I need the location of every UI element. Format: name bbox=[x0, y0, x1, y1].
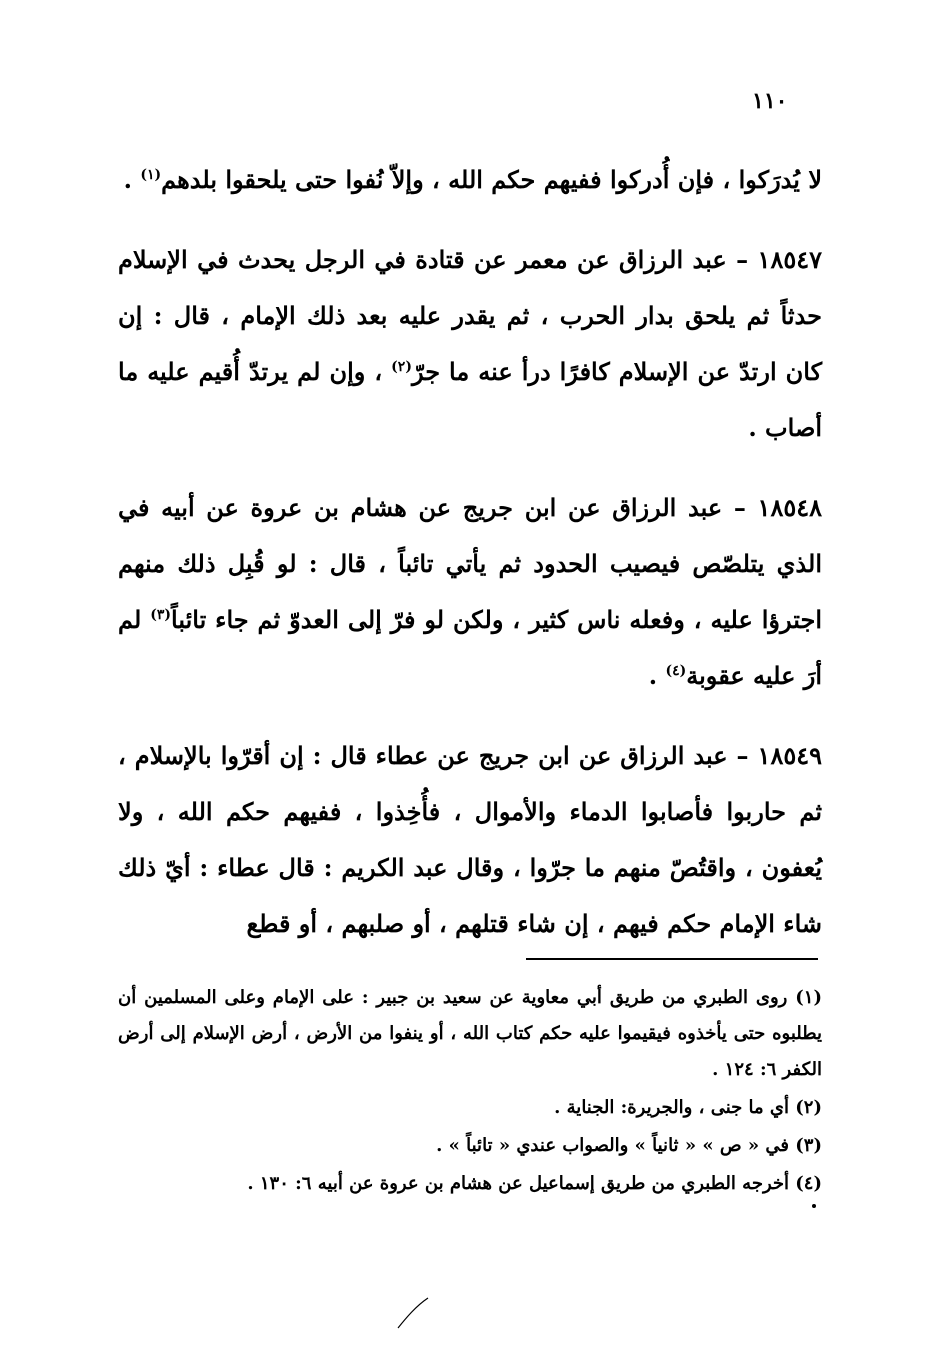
footnote-1: (١) روى الطبري من طريق أبي معاوية عن سعيد بن جبير : على الإمام وعلى المسلمين أن يطلبوه حتى يأخذوه فيقيموا عليه حكم كتاب الله ، أو ينفوا من الأرض ، أرض الإسلام إلى أرض الكفر ٦: ١٢٤ . bbox=[118, 987, 822, 1080]
paragraph-text: – عبد الرزاق عن ابن جريج عن هشام بن عروة عن أبيه في الذي يتلصّص فيصيب الحدود ثم يأتي تائباً ، قال : لو قُبِل ذلك منهم اجترؤا عليه ، وفعله ناس كثير ، ولكن لو فرّ إلى العدوّ ثم جاء تائباً$^{(٣)}$ لم أرَ عليه عقوبة$^{(٤)}$ . bbox=[118, 493, 823, 690]
pen-stroke-mark bbox=[380, 1280, 440, 1340]
footnote-4: (٤) أخرجه الطبري من طريق إسماعيل عن هشام بن عروة عن أبيه ٦: ١٣٠ . bbox=[247, 1173, 822, 1194]
paragraph-number: ١٨٥٤٧ bbox=[757, 245, 822, 274]
paragraph-text: – عبد الرزاق عن معمر عن قتادة في الرجل يحدث في الإسلام حدثاً ثم يلحق بدار الحرب ، ثم يقدر عليه بعد ذلك الإمام ، قال : إن كان ارتدّ عن الإسلام كافرًا درأ عنه ما جرّ$^{(٢)}$ ، وإن لم يرتدّ أُقيم عليه ما أصاب . bbox=[118, 245, 823, 442]
footnote-divider bbox=[526, 958, 818, 960]
paragraph-text: لا يُدرَكوا ، فإن أُدركوا ففيهم حكم الله ، وإلاّ نُفوا حتى يلحقوا بلدهم$^{(١)}$ . bbox=[123, 165, 822, 194]
footnote-2: (٢) أي ما جنى ، والجريرة: الجناية . bbox=[554, 1097, 822, 1118]
paragraph-continuation bbox=[118, 152, 822, 208]
footnote-3: (٣) في « ص » « ثانياً » والصواب عندي « تائباً » . bbox=[436, 1135, 822, 1156]
main-text bbox=[118, 152, 822, 976]
paragraph-number: ١٨٥٤٩ bbox=[757, 741, 822, 770]
paragraph-18549 bbox=[118, 728, 822, 952]
paragraph-number: ١٨٥٤٨ bbox=[757, 493, 822, 522]
paragraph-18547 bbox=[118, 232, 822, 456]
paragraph-18548 bbox=[118, 480, 822, 704]
page-number: ١١٠ bbox=[752, 88, 788, 114]
footnotes bbox=[118, 980, 822, 1204]
stray-dot-mark bbox=[812, 1204, 816, 1208]
paragraph-text: – عبد الرزاق عن ابن جريج عن عطاء قال : إن أقرّوا بالإسلام ، ثم حاربوا فأصابوا الدماء والأموال ، فأُخِذوا ، ففيهم حكم الله ، ولا يُعفون ، واقتُصّ منهم ما جرّوا ، وقال عبد الكريم : قال عطاء : أيّ ذلك شاء الإمام حكم فيهم ، إن شاء قتلهم ، أو صلبهم ، أو قطع bbox=[118, 741, 822, 938]
